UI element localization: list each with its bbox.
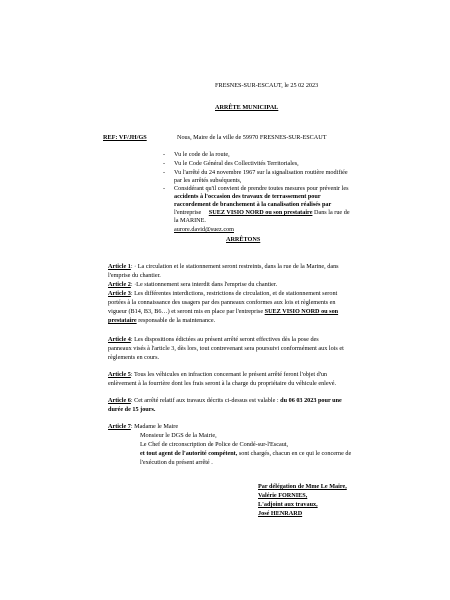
company-suffix: Dans la rue de <box>314 209 350 216</box>
article-5 <box>108 371 327 378</box>
consideration-item: Vu l'arrêté du 24 novembre 1967 sur la signalisation routière modifiée <box>174 169 348 176</box>
article-label: Article 5 <box>108 371 131 378</box>
consideration-item-continued: raccordement de branchement à la canalisation réalisés par <box>174 201 332 208</box>
article-label: Article 4 <box>108 336 131 343</box>
signature-delegation: Par délégation de Mme Le Maire, <box>258 483 347 490</box>
bullet-icon: - <box>163 185 166 192</box>
signature-role: L'adjoint aux travaux, <box>258 501 318 508</box>
bullet-icon: - <box>163 169 166 176</box>
mayor-intro: Nous, Maire de la ville de 59970 FRESNES-SUR-ESCAUT <box>177 134 327 141</box>
article-3-line-3 <box>108 308 338 315</box>
company-name: prestataire <box>108 317 137 324</box>
place-date: FRESNES-SUR-ESCAUT, le 25 02 2023 <box>215 82 319 89</box>
company-name: SUEZ VISIO NORD ou son prestataire <box>208 209 313 216</box>
recipient-bold: et tout agent de l'autorité compétent, <box>140 450 238 457</box>
consideration-item: Vu le Code Général des Collectivités Territoriales, <box>174 160 299 167</box>
article-label: Article 1 <box>108 263 131 270</box>
article-text: : Tous les véhicules en infraction concernant le présent arrêté feront l'objet d'un <box>130 371 328 378</box>
article-text: : Cet arrêté relatif aux travaux décrits ci-dessus est valable : <box>130 397 279 404</box>
consideration-item: Considérant qu'il convient de prendre toutes mesures pour prévenir les <box>174 185 349 192</box>
consideration-item: Vu le code de la route, <box>174 151 230 158</box>
article-text: : · La circulation et le stationnement seront restreints, dans la rue de la Marine, dans <box>130 263 339 270</box>
bullet-icon: - <box>163 151 166 158</box>
article-1-line-2: l'emprise du chantier. <box>108 272 161 279</box>
consideration-item-continued: par les arrêtés subséquents, <box>174 177 242 184</box>
article-3-line-4 <box>108 317 215 324</box>
consideration-item-continued <box>174 209 350 216</box>
article-text: : Madame le Maire <box>130 423 179 430</box>
article-text: : ·Le stationnement sera interdit dans l'emprise du chantier. <box>130 281 278 288</box>
recipient-line <box>140 450 351 457</box>
signature-signer: José HENRARD <box>258 510 303 517</box>
recipient-line: Le Chef de circonscription de Police de Condé-sur-l'Escaut, <box>140 441 289 448</box>
article-label: Article 7 <box>108 423 131 430</box>
consideration-item-continued: accidents à l'occasion des travaux de terrassement pour <box>174 193 321 200</box>
article-text: vigueur (B14, B3, B6…) et seront mis en place par l'entreprise <box>108 308 264 315</box>
article-7 <box>108 423 178 430</box>
article-4-line-3: règlements en cours. <box>108 354 160 361</box>
article-3 <box>108 290 337 297</box>
article-6 <box>108 397 342 404</box>
article-text: : Les différentes interdictions, restrictions de circulation, et de stationnement seront <box>130 290 338 297</box>
consideration-item-continued: la MARINE. <box>174 217 206 224</box>
article-5-line-2: enlèvement à la fourrière dont les frais seront à la charge du propriétaire du véhicule enlevé. <box>108 380 337 387</box>
article-label: Article 3 <box>108 290 131 297</box>
bullet-icon: - <box>163 160 166 167</box>
article-label: Article 6 <box>108 397 131 404</box>
signature-name: Valérie FORNIES, <box>258 492 308 499</box>
article-4 <box>108 336 319 343</box>
article-text: responsable de la maintenance. <box>138 317 216 324</box>
article-1 <box>108 263 339 270</box>
recipient-line: l'exécution du présent arrêté . <box>140 459 213 466</box>
arretons-heading: ARRÊTONS <box>226 236 261 243</box>
page-title: ARRÊTE MUNICIPAL <box>215 104 279 111</box>
article-label: Article 2 <box>108 281 131 288</box>
article-4-line-2: panneaux visés à l'article 3, dès lors, tout contrevenant sera poursuivi conformément aux lois et <box>108 345 344 352</box>
validity-period: du 06 03 2023 pour une <box>280 397 342 404</box>
recipient-text: sont chargés, chacun en ce qui le concerne de <box>238 450 352 457</box>
company-prefix: l'entreprise <box>174 209 202 216</box>
article-2 <box>108 281 277 288</box>
article-3-line-2: portées à la connaissance des usagers par des panneaux conformes aux lois et règlements en <box>108 299 336 306</box>
recipient-line: Monsieur le DGS de la Mairie, <box>140 432 217 439</box>
article-text: : Les dispositions édictées au présent arrêté seront effectives dès la pose des <box>130 336 319 343</box>
company-name: SUEZ VISIO NORD ou son <box>264 308 339 315</box>
email-link[interactable]: aurore.david@suez.com <box>174 226 234 233</box>
validity-duration: durée de 15 jours. <box>108 406 156 413</box>
reference-label: REF: VF/JH/GS <box>103 134 147 141</box>
